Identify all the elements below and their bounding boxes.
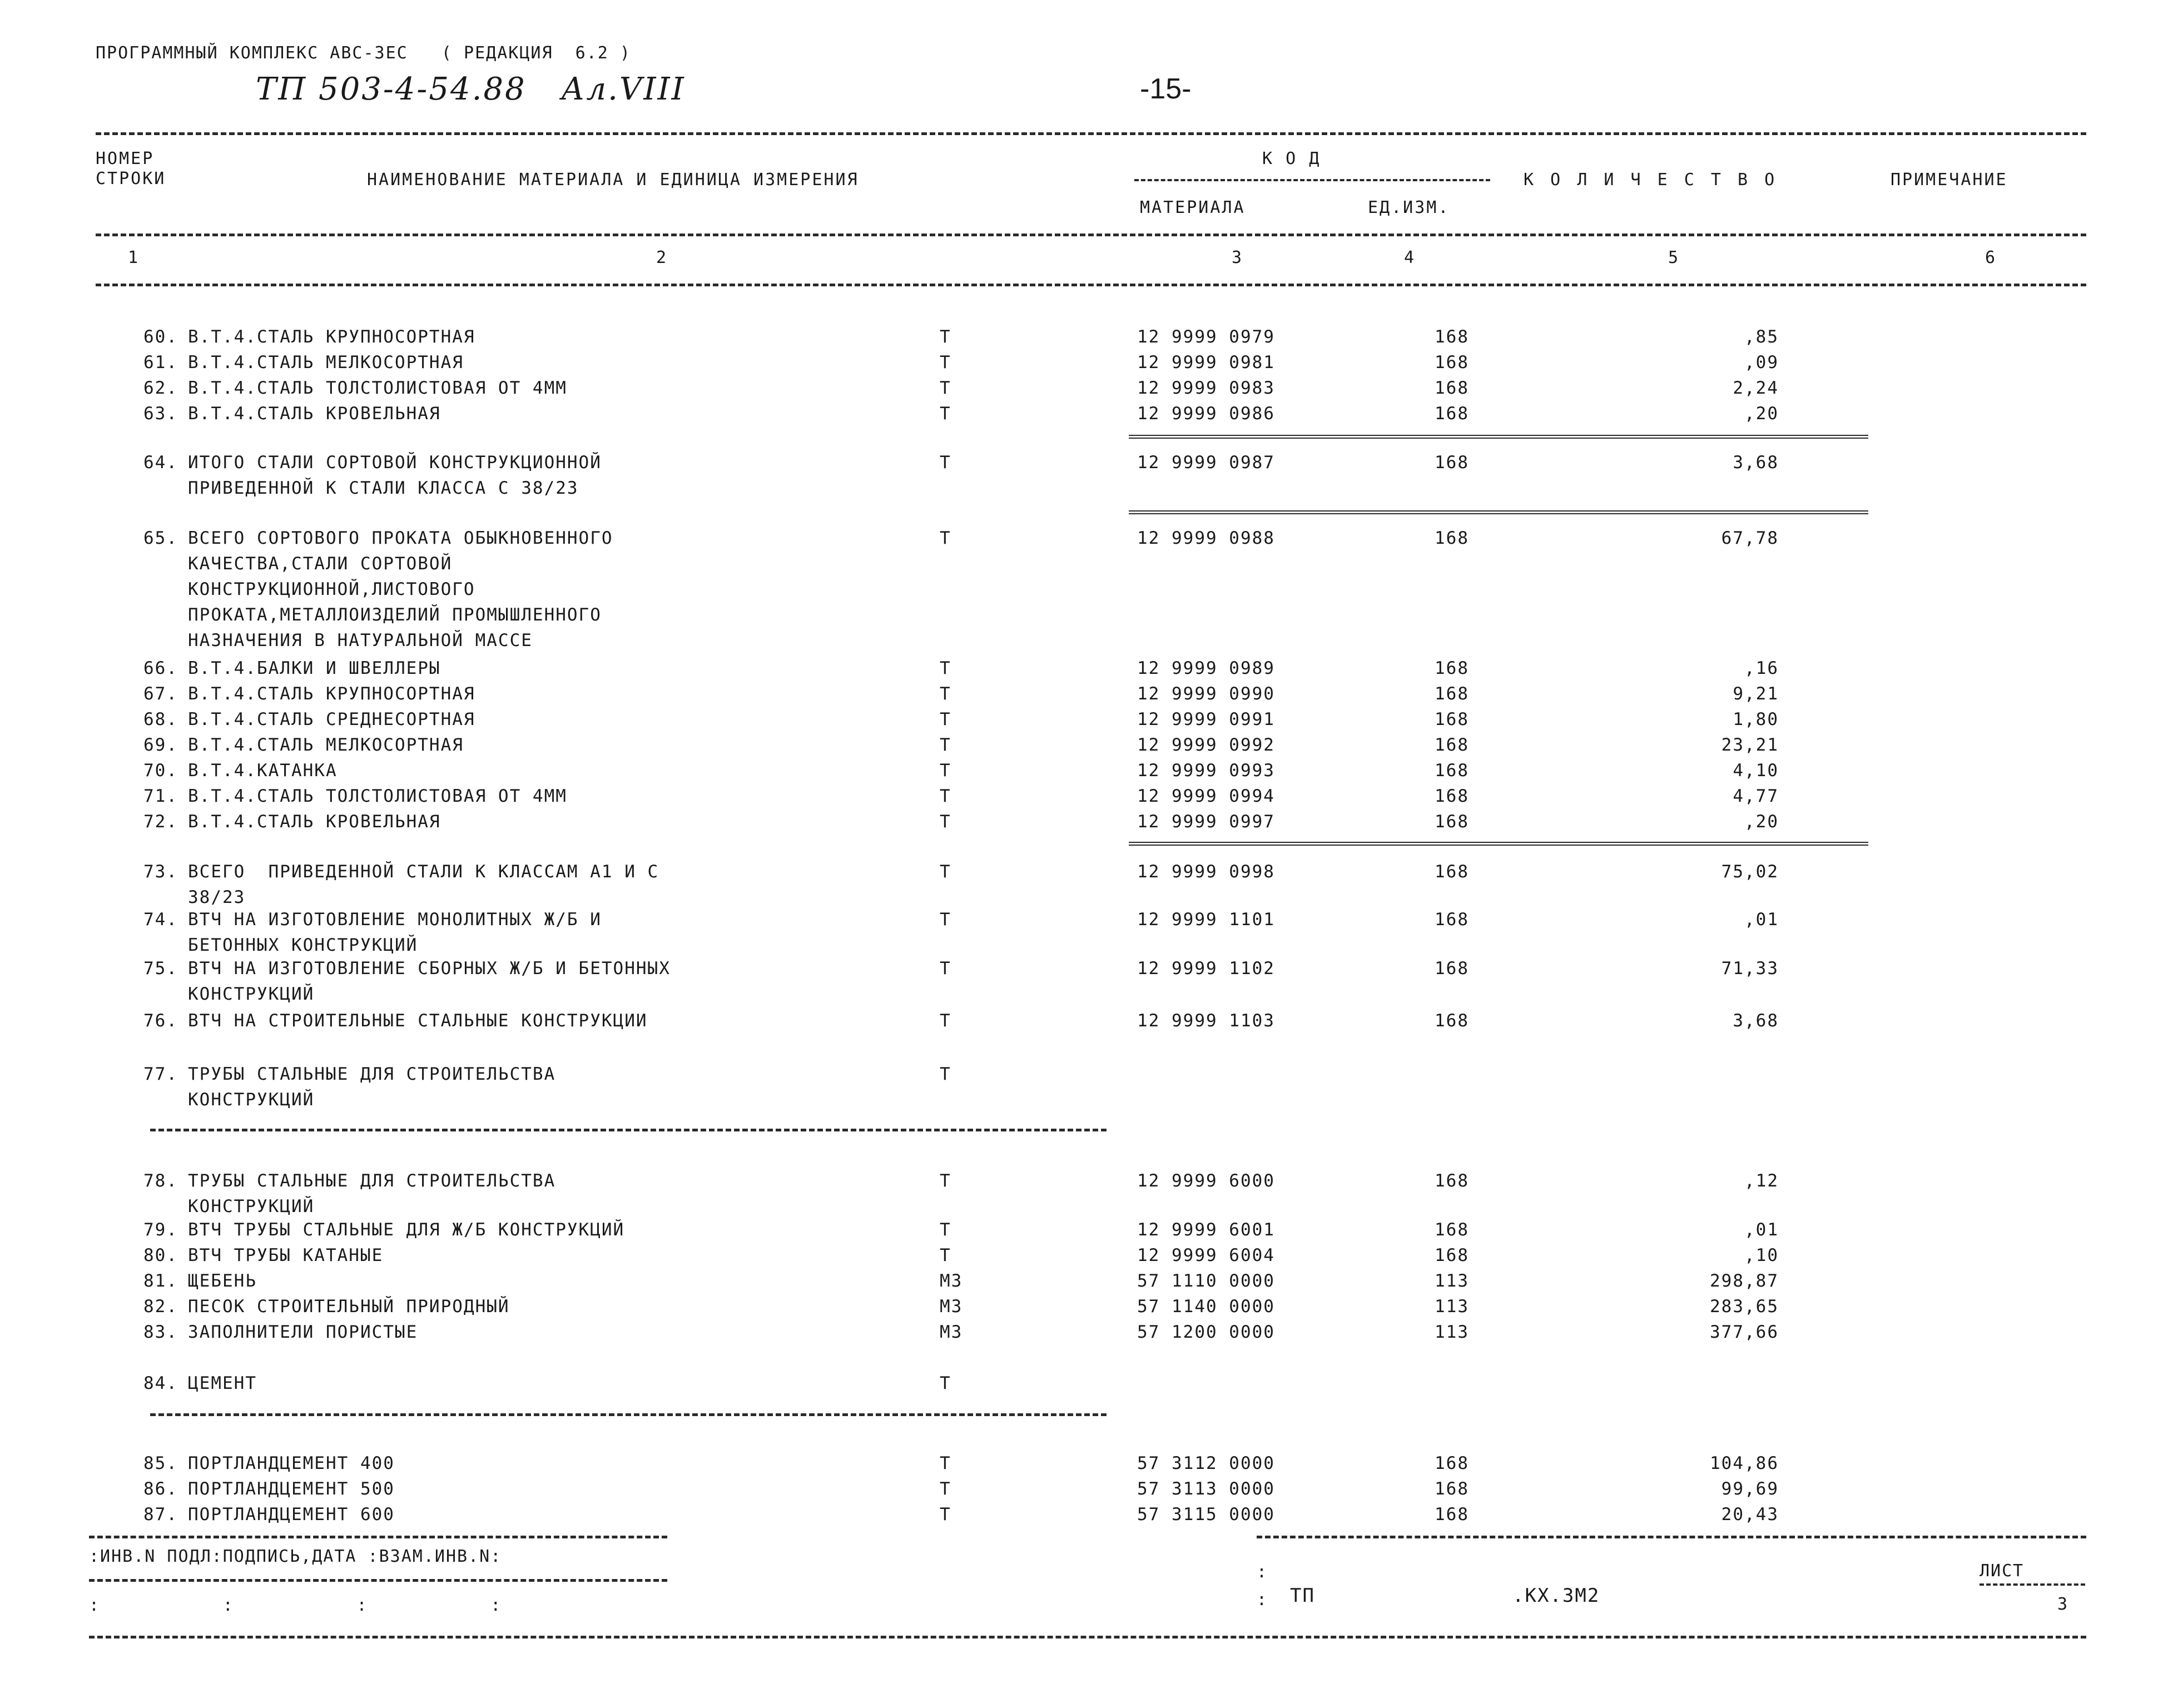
row-number: 72.: [143, 812, 178, 832]
material-name-line: ПРИВЕДЕННОЙ К СТАЛИ КЛАССА С 38/23: [188, 478, 579, 498]
quantity: ,09: [1744, 352, 1779, 373]
quantity: ,10: [1744, 1245, 1779, 1265]
unit: Т: [940, 1479, 951, 1499]
total-rule-2: [1129, 510, 1868, 514]
table-row: [0, 1064, 2168, 1115]
unit: М3: [940, 1297, 963, 1317]
unit: Т: [940, 786, 951, 806]
sheet-label: ЛИСТ: [1980, 1561, 2025, 1581]
header-bottom-rule: [96, 284, 2086, 286]
material-code: 12 9999 0986: [1137, 404, 1275, 424]
unit-code: 168: [1435, 1505, 1469, 1525]
material-code: 12 9999 6001: [1137, 1220, 1275, 1240]
table-row: [0, 378, 2168, 404]
unit-code: 168: [1435, 658, 1469, 678]
col-num-6: 6: [1985, 248, 1996, 267]
material-name-line: ВТЧ НА ИЗГОТОВЛЕНИЕ МОНОЛИТНЫХ Ж/Б И: [188, 910, 602, 930]
row-number: 60.: [143, 327, 178, 347]
material-name-line: ТРУБЫ СТАЛЬНЫЕ ДЛЯ СТРОИТЕЛЬСТВА: [188, 1171, 556, 1191]
unit: Т: [940, 862, 951, 882]
col-header-note: ПРИМЕЧАНИЕ: [1891, 170, 2008, 190]
quantity: 377,66: [1710, 1322, 1779, 1342]
material-name-line: БЕТОННЫХ КОНСТРУКЦИЙ: [188, 935, 418, 955]
quantity: 4,10: [1733, 761, 1779, 781]
group-separator-1: [150, 1129, 1107, 1131]
table-row: [0, 1220, 2168, 1245]
col-header-unit: ЕД.ИЗМ.: [1368, 198, 1450, 217]
material-code: 12 9999 0991: [1137, 709, 1275, 729]
unit-code: 168: [1435, 684, 1469, 704]
table-row: [0, 453, 2168, 504]
unit: Т: [940, 658, 951, 678]
row-number: 65.: [143, 528, 178, 548]
material-name-line: ПОРТЛАНДЦЕМЕНТ 500: [188, 1479, 395, 1499]
unit-code: 168: [1435, 528, 1469, 548]
total-rule-3: [1129, 842, 1868, 846]
quantity: 71,33: [1721, 959, 1779, 979]
table-row: [0, 959, 2168, 1010]
material-name-line: В.Т.4.СТАЛЬ КРОВЕЛЬНАЯ: [188, 812, 441, 832]
unit: Т: [940, 1245, 951, 1265]
stamp-cells: : : : :: [89, 1596, 502, 1615]
material-code: 12 9999 0979: [1137, 327, 1275, 347]
quantity: ,20: [1744, 404, 1779, 424]
col-num-3: 3: [1232, 248, 1242, 267]
unit: Т: [940, 735, 951, 755]
quantity: ,01: [1744, 1220, 1779, 1240]
material-code: 57 3115 0000: [1137, 1505, 1275, 1525]
table-row: [0, 1245, 2168, 1271]
unit-code: 168: [1435, 1479, 1469, 1499]
material-name-line: В.Т.4.СТАЛЬ СРЕДНЕСОРТНАЯ: [188, 709, 475, 729]
unit: Т: [940, 528, 951, 548]
table-row: [0, 658, 2168, 684]
tp-label: ТП: [1290, 1585, 1315, 1607]
table-row: [0, 709, 2168, 735]
material-name-line: В.Т.4.СТАЛЬ ТОЛСТОЛИСТОВАЯ ОТ 4ММ: [188, 378, 567, 398]
quantity: 298,87: [1710, 1271, 1779, 1291]
row-number: 79.: [143, 1220, 178, 1240]
unit-code: 168: [1435, 735, 1469, 755]
table-row: [0, 404, 2168, 429]
unit: Т: [940, 709, 951, 729]
material-name-line: В.Т.4.КАТАНКА: [188, 761, 338, 781]
material-name-line: ПОРТЛАНДЦЕМЕНТ 600: [188, 1505, 395, 1525]
material-code: 57 1200 0000: [1137, 1322, 1275, 1342]
table-row: [0, 1271, 2168, 1297]
material-code: 12 9999 0981: [1137, 352, 1275, 373]
material-name-line: В.Т.4.СТАЛЬ КРОВЕЛЬНАЯ: [188, 404, 441, 424]
material-name-line: ЩЕБЕНЬ: [188, 1271, 257, 1291]
unit: М3: [940, 1322, 963, 1342]
material-code: 12 9999 0997: [1137, 812, 1275, 832]
unit: Т: [940, 761, 951, 781]
row-number: 80.: [143, 1245, 178, 1265]
quantity: 23,21: [1721, 735, 1779, 755]
material-code: 12 9999 1101: [1137, 910, 1275, 930]
material-name-line: 38/23: [188, 887, 246, 907]
material-name-line: КОНСТРУКЦИЙ: [188, 1090, 315, 1110]
col-num-2: 2: [656, 248, 667, 267]
quantity: ,85: [1744, 327, 1779, 347]
row-number: 70.: [143, 761, 178, 781]
unit: Т: [940, 378, 951, 398]
unit: Т: [940, 812, 951, 832]
material-name-line: НАЗНАЧЕНИЯ В НАТУРАЛЬНОЙ МАССЕ: [188, 630, 533, 651]
col-header-number: НОМЕР СТРОКИ: [96, 149, 166, 188]
unit-code: 168: [1435, 1245, 1469, 1265]
material-name-line: КОНСТРУКЦИОННОЙ,ЛИСТОВОГО: [188, 579, 475, 599]
row-number: 76.: [143, 1011, 178, 1031]
material-code: 12 9999 0989: [1137, 658, 1275, 678]
material-name-line: ВТЧ ТРУБЫ СТАЛЬНЫЕ ДЛЯ Ж/Б КОНСТРУКЦИЙ: [188, 1220, 625, 1240]
row-number: 85.: [143, 1453, 178, 1473]
col-num-4: 4: [1404, 248, 1415, 267]
unit-code: 168: [1435, 352, 1469, 373]
row-number: 77.: [143, 1064, 178, 1084]
material-code: 12 9999 6000: [1137, 1171, 1275, 1191]
table-row: [0, 761, 2168, 786]
unit: Т: [940, 1011, 951, 1031]
row-number: 63.: [143, 404, 178, 424]
unit-code: 168: [1435, 862, 1469, 882]
table-row: [0, 1011, 2168, 1036]
unit-code: 168: [1435, 1011, 1469, 1031]
page-number: -15-: [1140, 73, 1192, 105]
unit: Т: [940, 1453, 951, 1473]
unit: Т: [940, 352, 951, 373]
material-code: 57 3113 0000: [1137, 1479, 1275, 1499]
table-row: [0, 1479, 2168, 1505]
col-num-1: 1: [128, 248, 138, 267]
table-row: [0, 812, 2168, 837]
material-name-line: КОНСТРУКЦИЙ: [188, 1196, 315, 1217]
row-number: 66.: [143, 658, 178, 678]
quantity: 2,24: [1733, 378, 1779, 398]
footer-bottom-rule: [89, 1636, 2086, 1639]
material-name-line: В.Т.4.СТАЛЬ КРУПНОСОРТНАЯ: [188, 327, 475, 347]
row-number: 69.: [143, 735, 178, 755]
material-name-line: КОНСТРУКЦИЙ: [188, 984, 315, 1004]
unit: Т: [940, 959, 951, 979]
material-name-line: ПРОКАТА,МЕТАЛЛОИЗДЕЛИЙ ПРОМЫШЛЕННОГО: [188, 605, 602, 625]
quantity: 4,77: [1733, 786, 1779, 806]
material-name-line: ЦЕМЕНТ: [188, 1373, 257, 1393]
row-number: 67.: [143, 684, 178, 704]
unit-code: 113: [1435, 1297, 1469, 1317]
group-separator-2: [150, 1413, 1107, 1416]
col-num-5: 5: [1668, 248, 1679, 267]
unit: М3: [940, 1271, 963, 1291]
material-name-line: ВТЧ НА ИЗГОТОВЛЕНИЕ СБОРНЫХ Ж/Б И БЕТОННЫХ: [188, 959, 671, 979]
table-row: [0, 528, 2168, 656]
material-code: 12 9999 6004: [1137, 1245, 1275, 1265]
unit: Т: [940, 1505, 951, 1525]
quantity: 75,02: [1721, 862, 1779, 882]
table-row: [0, 1297, 2168, 1322]
sheet-number: 3: [2057, 1595, 2069, 1614]
row-number: 86.: [143, 1479, 178, 1499]
unit: Т: [940, 453, 951, 473]
quantity: 3,68: [1733, 453, 1779, 473]
material-name-line: ВСЕГО СОРТОВОГО ПРОКАТА ОБЫКНОВЕННОГО: [188, 528, 613, 548]
table-row: [0, 1322, 2168, 1348]
title-block-top-rule: [1257, 1536, 2086, 1538]
header-top-rule: [96, 132, 2086, 135]
title-block-bar-2: :: [1257, 1590, 1268, 1610]
row-number: 82.: [143, 1297, 178, 1317]
unit: Т: [940, 1373, 951, 1393]
material-name-line: В.Т.4.СТАЛЬ МЕЛКОСОРТНАЯ: [188, 735, 464, 755]
material-code: 12 9999 0994: [1137, 786, 1275, 806]
quantity: ,01: [1744, 910, 1779, 930]
unit: Т: [940, 1220, 951, 1240]
unit-code: 168: [1435, 910, 1469, 930]
material-name-line: В.Т.4.СТАЛЬ КРУПНОСОРТНАЯ: [188, 684, 475, 704]
row-number: 74.: [143, 910, 178, 930]
material-name-line: ИТОГО СТАЛИ СОРТОВОЙ КОНСТРУКЦИОННОЙ: [188, 453, 602, 473]
unit-code: 168: [1435, 327, 1469, 347]
unit-code: 168: [1435, 812, 1469, 832]
unit-code: 113: [1435, 1322, 1469, 1342]
row-number: 68.: [143, 709, 178, 729]
material-name-line: В.Т.4.БАЛКИ И ШВЕЛЛЕРЫ: [188, 658, 441, 678]
stamp-mid-rule: [89, 1579, 667, 1582]
row-number: 75.: [143, 959, 178, 979]
quantity: ,20: [1744, 812, 1779, 832]
table-row: [0, 684, 2168, 709]
header-mid-rule: [96, 234, 2086, 236]
table-row: [0, 352, 2168, 378]
material-code: 12 9999 1102: [1137, 959, 1275, 979]
table-row: [0, 735, 2168, 761]
unit: Т: [940, 327, 951, 347]
stamp-labels: :ИНВ.N ПОДЛ:ПОДПИСЬ,ДАТА :ВЗАМ.ИНВ.N:: [89, 1547, 502, 1566]
col-header-quantity: К О Л И Ч Е С Т В О: [1524, 170, 1778, 190]
material-name-line: ВТЧ ТРУБЫ КАТАНЫЕ: [188, 1245, 384, 1265]
unit: Т: [940, 1064, 951, 1084]
unit-code: 168: [1435, 786, 1469, 806]
unit-code: 168: [1435, 453, 1469, 473]
unit: Т: [940, 684, 951, 704]
material-code: 57 3112 0000: [1137, 1453, 1275, 1473]
material-name-line: ЗАПОЛНИТЕЛИ ПОРИСТЫЕ: [188, 1322, 418, 1342]
row-number: 81.: [143, 1271, 178, 1291]
material-code: 57 1110 0000: [1137, 1271, 1275, 1291]
material-code: 12 9999 0987: [1137, 453, 1275, 473]
table-row: [0, 910, 2168, 961]
unit: Т: [940, 404, 951, 424]
row-number: 71.: [143, 786, 178, 806]
title-block-bar: :: [1257, 1562, 1268, 1582]
material-name-line: В.Т.4.СТАЛЬ МЕЛКОСОРТНАЯ: [188, 352, 464, 373]
unit-code: 168: [1435, 404, 1469, 424]
material-code: 12 9999 0992: [1137, 735, 1275, 755]
col-header-code: К О Д: [1262, 149, 1321, 168]
stamp-top-rule: [89, 1536, 667, 1538]
material-code: 12 9999 0998: [1137, 862, 1275, 882]
table-row: [0, 862, 2168, 913]
quantity: 67,78: [1721, 528, 1779, 548]
sheet-rule: [1980, 1583, 2085, 1586]
table-row: [0, 327, 2168, 352]
material-code: 57 1140 0000: [1137, 1297, 1275, 1317]
table-row: [0, 786, 2168, 812]
material-code: 12 9999 0993: [1137, 761, 1275, 781]
quantity: 9,21: [1733, 684, 1779, 704]
material-code: 12 9999 0983: [1137, 378, 1275, 398]
row-number: 61.: [143, 352, 178, 373]
material-name-line: ПЕСОК СТРОИТЕЛЬНЫЙ ПРИРОДНЫЙ: [188, 1297, 510, 1317]
unit-code: 168: [1435, 709, 1469, 729]
quantity: ,16: [1744, 658, 1779, 678]
row-number: 64.: [143, 453, 178, 473]
quantity: 20,43: [1721, 1505, 1779, 1525]
quantity: 3,68: [1733, 1011, 1779, 1031]
material-name-line: ВТЧ НА СТРОИТЕЛЬНЫЕ СТАЛЬНЫЕ КОНСТРУКЦИИ: [188, 1011, 648, 1031]
col-header-name: НАИМЕНОВАНИЕ МАТЕРИАЛА И ЕДИНИЦА ИЗМЕРЕНИЯ: [367, 170, 859, 190]
code-subrule: [1134, 179, 1490, 181]
row-number: 62.: [143, 378, 178, 398]
table-row: [0, 1505, 2168, 1530]
col-header-material: МАТЕРИАЛА: [1140, 198, 1246, 217]
table-row: [0, 1373, 2168, 1399]
row-number: 73.: [143, 862, 178, 882]
handwritten-doc-code: ТП 503-4-54.88 Ал.VIII: [256, 71, 686, 107]
total-rule-1: [1129, 435, 1868, 439]
table-row: [0, 1171, 2168, 1222]
material-code: 12 9999 0990: [1137, 684, 1275, 704]
row-number: 84.: [143, 1373, 178, 1393]
row-number: 83.: [143, 1322, 178, 1342]
material-name-line: ВСЕГО ПРИВЕДЕННОЙ СТАЛИ К КЛАССАМ А1 И С: [188, 862, 659, 882]
material-name-line: В.Т.4.СТАЛЬ ТОЛСТОЛИСТОВАЯ ОТ 4ММ: [188, 786, 567, 806]
unit: Т: [940, 1171, 951, 1191]
unit-code: 168: [1435, 959, 1469, 979]
material-name-line: ПОРТЛАНДЦЕМЕНТ 400: [188, 1453, 395, 1473]
unit-code: 168: [1435, 1171, 1469, 1191]
unit: Т: [940, 910, 951, 930]
quantity: ,12: [1744, 1171, 1779, 1191]
material-name-line: ТРУБЫ СТАЛЬНЫЕ ДЛЯ СТРОИТЕЛЬСТВА: [188, 1064, 556, 1084]
quantity: 1,80: [1733, 709, 1779, 729]
row-number: 78.: [143, 1171, 178, 1191]
unit-code: 168: [1435, 761, 1469, 781]
material-code: 12 9999 1103: [1137, 1011, 1275, 1031]
unit-code: 113: [1435, 1271, 1469, 1291]
quantity: 283,65: [1710, 1297, 1779, 1317]
file-label: .КХ.ЗМ2: [1512, 1585, 1600, 1607]
material-name-line: КАЧЕСТВА,СТАЛИ СОРТОВОЙ: [188, 554, 453, 574]
program-header: ПРОГРАММНЫЙ КОМПЛЕКС АВС-ЗЕС ( РЕДАКЦИЯ 6.2 ): [96, 43, 631, 63]
unit-code: 168: [1435, 1220, 1469, 1240]
quantity: 99,69: [1721, 1479, 1779, 1499]
quantity: 104,86: [1710, 1453, 1779, 1473]
unit-code: 168: [1435, 378, 1469, 398]
material-code: 12 9999 0988: [1137, 528, 1275, 548]
row-number: 87.: [143, 1505, 178, 1525]
unit-code: 168: [1435, 1453, 1469, 1473]
table-row: [0, 1453, 2168, 1479]
